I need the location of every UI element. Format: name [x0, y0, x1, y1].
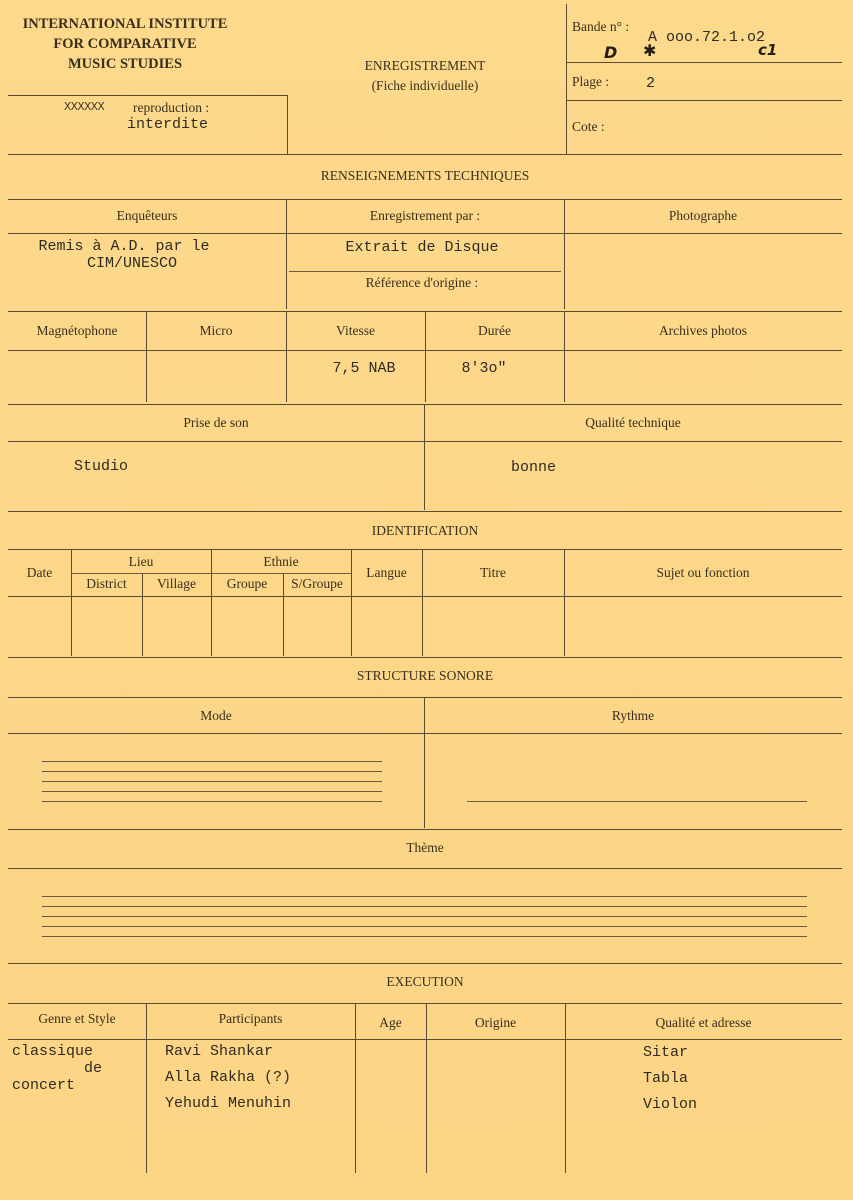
origine-label: Origine — [474, 1015, 517, 1030]
genre-label: Genre et Style — [38, 1011, 116, 1026]
plage-value: 2 — [646, 75, 656, 92]
section-identification-title: IDENTIFICATION — [371, 523, 479, 538]
plage-label: Plage : — [572, 74, 610, 89]
section-structure-title: STRUCTURE SONORE — [356, 668, 494, 683]
groupe-label: Groupe — [226, 576, 268, 591]
sgroupe-label: S/Groupe — [291, 576, 343, 591]
enregistrement-value: Extrait de Disque — [345, 239, 499, 256]
village-label: Village — [157, 576, 196, 591]
lieu-label: Lieu — [128, 554, 154, 569]
reference-label: Référence d'origine : — [365, 275, 479, 290]
rights-label: reproduction : — [133, 100, 210, 115]
enqueteurs-value-line-2: CIM/UNESCO — [86, 255, 177, 272]
bande-label: Bande n° : — [572, 19, 630, 34]
instrument-2: Tabla — [643, 1070, 689, 1087]
instrument-1: Sitar — [643, 1044, 689, 1061]
qualite-label: Qualité technique — [585, 415, 681, 430]
archives-label: Archives photos — [658, 323, 748, 338]
instrument-3: Violon — [643, 1096, 698, 1113]
rights-value: interdite — [127, 116, 209, 133]
genre-value-line-3: concert — [12, 1077, 76, 1094]
institute-line-1: INTERNATIONAL INSTITUTE — [22, 16, 228, 32]
bande-handwritten-c1: c1 — [758, 41, 778, 59]
prise-value: Studio — [74, 458, 129, 475]
genre-value-line-2: de — [84, 1060, 103, 1077]
micro-label: Micro — [199, 323, 233, 338]
record-subtitle: (Fiche individuelle) — [371, 78, 479, 93]
theme-label: Thème — [406, 840, 444, 855]
district-label: District — [86, 576, 127, 591]
section-technical-title: RENSEIGNEMENTS TECHNIQUES — [320, 168, 530, 183]
duree-label: Durée — [478, 323, 511, 338]
cote-label: Cote : — [572, 119, 605, 134]
participant-2: Alla Rakha (?) — [165, 1069, 292, 1086]
bande-handwritten-mark: ✱ — [643, 41, 657, 60]
participant-1: Ravi Shankar — [165, 1043, 274, 1060]
magnetophone-label: Magnétophone — [36, 323, 118, 338]
date-label: Date — [26, 565, 53, 580]
age-label: Age — [379, 1015, 402, 1030]
titre-label: Titre — [480, 565, 506, 580]
qualite-adresse-label: Qualité et adresse — [655, 1015, 752, 1030]
bande-handwritten-d: D — [604, 43, 618, 62]
photographe-label: Photographe — [668, 208, 738, 223]
enqueteurs-label: Enquêteurs — [116, 208, 178, 223]
participants-label: Participants — [218, 1011, 283, 1026]
langue-label: Langue — [366, 565, 407, 580]
duree-value: 8'3o" — [461, 360, 507, 377]
sujet-label: Sujet ou fonction — [656, 565, 750, 580]
bande-value: A ooo.72.1.o2 — [648, 29, 766, 46]
genre-value-line-1: classique — [12, 1043, 94, 1060]
mode-label: Mode — [200, 708, 232, 723]
section-execution-title: EXECUTION — [386, 974, 464, 989]
qualite-value: bonne — [511, 459, 557, 476]
vitesse-label: Vitesse — [336, 323, 375, 338]
record-title: ENREGISTREMENT — [364, 58, 486, 73]
participant-3: Yehudi Menuhin — [165, 1095, 292, 1112]
ethnie-label: Ethnie — [263, 554, 299, 569]
enqueteurs-value-line-1: Remis à A.D. par le — [38, 238, 210, 255]
vitesse-value: 7,5 NAB — [332, 360, 396, 377]
rythme-label: Rythme — [611, 708, 655, 723]
institute-line-3: MUSIC STUDIES — [67, 56, 183, 72]
rights-struck-text: XXXXXX — [64, 100, 105, 114]
institute-line-2: FOR COMPARATIVE — [53, 36, 197, 52]
enregistrement-label: Enregistrement par : — [369, 208, 481, 223]
prise-label: Prise de son — [183, 415, 249, 430]
